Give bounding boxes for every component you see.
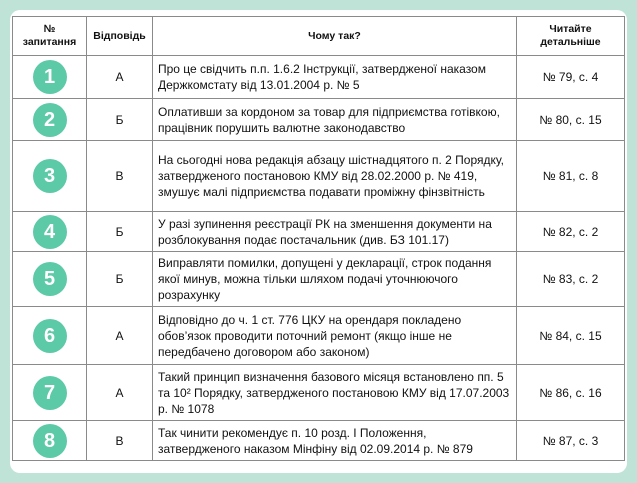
question-number-badge: 1 bbox=[33, 60, 67, 94]
answer-cell: Б bbox=[87, 212, 153, 252]
answer-cell: В bbox=[87, 141, 153, 212]
table-row bbox=[13, 307, 625, 365]
answer-cell: А bbox=[87, 307, 153, 365]
answer-cell: Б bbox=[87, 252, 153, 307]
reference-cell: № 81, с. 8 bbox=[517, 141, 625, 212]
question-number-badge: 4 bbox=[33, 215, 67, 249]
reference-cell: № 79, с. 4 bbox=[517, 56, 625, 99]
reference-cell: № 86, с. 16 bbox=[517, 365, 625, 421]
answer-cell: А bbox=[87, 56, 153, 99]
question-number-cell bbox=[13, 212, 87, 252]
reference-cell: № 83, с. 2 bbox=[517, 252, 625, 307]
question-number-badge: 2 bbox=[33, 103, 67, 137]
header-question-number: № запитання bbox=[13, 17, 87, 56]
question-number-cell bbox=[13, 99, 87, 141]
reason-cell: Такий принцип визначення базового місяця встановлено пп. 5 та 10² Порядку, затвердженого постановою КМУ від 17.07.2003 р. № 1078 bbox=[153, 365, 517, 421]
answer-cell: А bbox=[87, 365, 153, 421]
table-row bbox=[13, 99, 625, 141]
question-number-cell bbox=[13, 365, 87, 421]
question-number-cell bbox=[13, 421, 87, 461]
answer-cell: Б bbox=[87, 99, 153, 141]
table-row bbox=[13, 141, 625, 212]
answers-table bbox=[12, 16, 625, 461]
reason-cell: Оплативши за кордоном за товар для підприємства готівкою, працівник порушить валютне законодавство bbox=[153, 99, 517, 141]
question-number-badge: 6 bbox=[33, 319, 67, 353]
table-row bbox=[13, 212, 625, 252]
header-answer: Відповідь bbox=[87, 17, 153, 56]
reference-cell: № 84, с. 15 bbox=[517, 307, 625, 365]
reference-cell: № 87, с. 3 bbox=[517, 421, 625, 461]
reason-cell: Про це свідчить п.п. 1.6.2 Інструкції, затвердженої наказом Держкомстату від 13.01.2004 р. № 5 bbox=[153, 56, 517, 99]
question-number-badge: 3 bbox=[33, 159, 67, 193]
question-number-badge: 5 bbox=[33, 262, 67, 296]
header-why: Чому так? bbox=[153, 17, 517, 56]
reason-cell: У разі зупинення реєстрації РК на зменшення документи на розблокування подає постачальник (див. БЗ 101.17) bbox=[153, 212, 517, 252]
reference-cell: № 82, с. 2 bbox=[517, 212, 625, 252]
reason-cell: Відповідно до ч. 1 ст. 776 ЦКУ на орендаря покладено обов’язок проводити поточний ремонт (якщо інше не передбачено договором або законом) bbox=[153, 307, 517, 365]
question-number-badge: 8 bbox=[33, 424, 67, 458]
question-number-cell bbox=[13, 56, 87, 99]
table-header-row bbox=[13, 17, 625, 56]
question-number-badge: 7 bbox=[33, 376, 67, 410]
answer-cell: В bbox=[87, 421, 153, 461]
table-row bbox=[13, 421, 625, 461]
reason-cell: Так чинити рекомендує п. 10 розд. І Положення, затвердженого наказом Мінфіну від 02.09.2014 р. № 879 bbox=[153, 421, 517, 461]
question-number-cell bbox=[13, 307, 87, 365]
table-row bbox=[13, 365, 625, 421]
table-row bbox=[13, 56, 625, 99]
table-row bbox=[13, 252, 625, 307]
header-read-more: Читайте детальніше bbox=[517, 17, 625, 56]
reference-cell: № 80, с. 15 bbox=[517, 99, 625, 141]
question-number-cell bbox=[13, 141, 87, 212]
reason-cell: На сьогодні нова редакція абзацу шістнадцятого п. 2 Порядку, затвердженого постановою КМУ від 28.02.2000 р. № 419, змушує малі підприємства подавати проміжну фінзвітність bbox=[153, 141, 517, 212]
reason-cell: Виправляти помилки, допущені у декларації, строк подання якої минув, можна тільки шляхом подачі уточнюючого розрахунку bbox=[153, 252, 517, 307]
question-number-cell bbox=[13, 252, 87, 307]
